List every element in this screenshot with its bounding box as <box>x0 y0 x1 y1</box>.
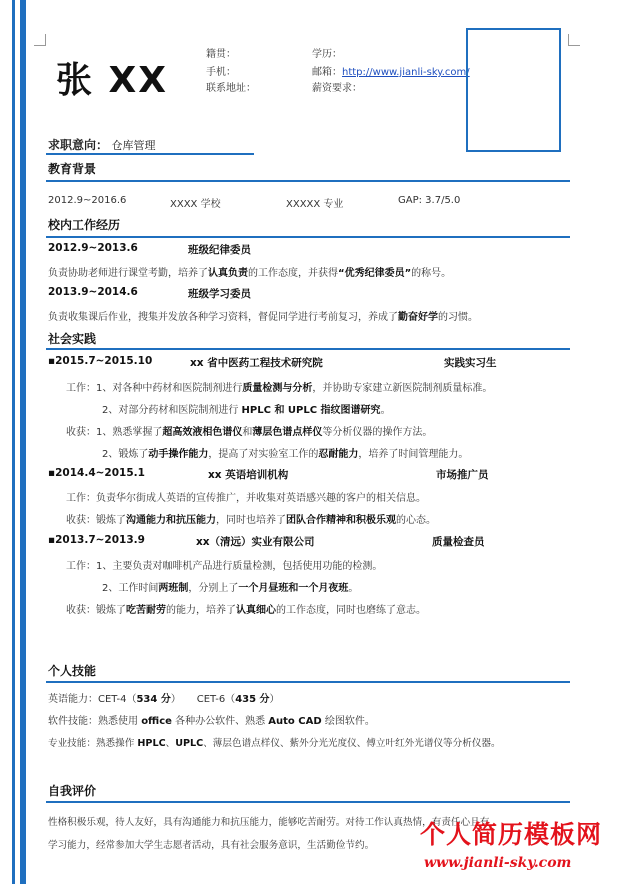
section-divider <box>46 681 570 683</box>
practice-period-3: ▪2013.7~2013.9 <box>48 534 145 546</box>
left-border-thin <box>12 0 15 884</box>
campus-role-1: 班级纪律委员 <box>188 244 251 256</box>
campus-desc-2: 负责收集课后作业，搜集并发放各种学习资料，督促同学进行考前复习，养成了勤奋好学的习惯。 <box>48 312 478 323</box>
salary-label: 薪资要求： <box>312 83 362 94</box>
email-field <box>312 63 470 78</box>
campus-period-1: 2012.9~2013.6 <box>48 242 138 254</box>
practice-period-2: ▪2014.4~2015.1 <box>48 467 145 479</box>
practice-role-1: 实践实习生 <box>444 357 497 369</box>
practice-work-2: 工作：负责华尔街成人英语的宣传推广，并收集对英语感兴趣的客户的相关信息。 <box>66 493 426 504</box>
education-school: XXXX 学校 <box>170 199 221 210</box>
watermark-url: www.jianli-sky.com <box>424 855 572 871</box>
left-border-thick <box>20 0 26 884</box>
page-corner-mark-left <box>34 34 46 46</box>
practice-role-2: 市场推广员 <box>436 469 489 481</box>
practice-work-3-line1: 工作：1、主要负责对咖啡机产品进行质量检测，包括使用功能的检测。 <box>66 561 383 572</box>
page-corner-mark-right <box>568 34 580 46</box>
address-label: 联系地址： <box>206 83 256 94</box>
section-divider <box>46 180 570 182</box>
objective-value: 仓库管理 <box>111 139 156 152</box>
skill-english: 英语能力：CET-4（534 分） CET-6（435 分） <box>48 694 280 705</box>
email-link[interactable]: http://www.jianli-sky.com/ <box>342 67 470 78</box>
objective-label: 求职意向： <box>48 138 109 152</box>
section-title-education: 教育背景 <box>48 162 97 176</box>
practice-period-1: ▪2015.7~2015.10 <box>48 355 153 367</box>
email-label: 邮箱： <box>312 67 342 78</box>
education-label: 学历： <box>312 49 342 60</box>
job-objective <box>48 136 156 153</box>
objective-underline <box>46 153 254 155</box>
practice-work-3-line2: 2、工作时间两班制，分别上了一个月昼班和一个月夜班。 <box>102 583 359 594</box>
practice-gain-3: 收获：锻炼了吃苦耐劳的能力，培养了认真细心的工作态度，同时也磨练了意志。 <box>66 605 426 616</box>
self-eval-line-1: 性格积极乐观，待人友好，具有沟通能力和抗压能力，能够吃苦耐劳。对待工作认真热情，有责任心且有 <box>48 817 490 828</box>
skill-professional: 专业技能：熟悉操作 HPLC、UPLC、薄层色谱点样仪、紫外分光光度仪、傅立叶红外光谱仪等分析仪器。 <box>48 738 501 749</box>
practice-org-2: xx 英语培训机构 <box>208 469 289 481</box>
skill-software: 软件技能：熟悉使用 office 各种办公软件、熟悉 Auto CAD 绘图软件。 <box>48 716 375 727</box>
section-divider <box>46 236 570 238</box>
photo-frame <box>466 28 561 152</box>
practice-org-3: xx（清远）实业有限公司 <box>196 536 315 548</box>
self-eval-line-2: 学习能力，经常参加大学生志愿者活动，具有社会服务意识，生活勤俭节约。 <box>48 840 375 851</box>
practice-org-1: xx 省中医药工程技术研究院 <box>190 357 323 369</box>
education-major: XXXXX 专业 <box>286 199 344 210</box>
watermark-title: 个人简历模板网 <box>420 820 603 849</box>
education-period: 2012.9~2016.6 <box>48 195 127 206</box>
phone-label: 手机： <box>206 67 236 78</box>
section-divider <box>46 348 570 350</box>
campus-desc-1: 负责协助老师进行课堂考勤，培养了认真负责的工作态度，并获得“优秀纪律委员”的称号。 <box>48 268 452 279</box>
section-title-campus: 校内工作经历 <box>48 218 121 232</box>
section-title-self-eval: 自我评价 <box>48 784 97 798</box>
education-gpa: GAP: 3.7/5.0 <box>398 195 461 206</box>
campus-period-2: 2013.9~2014.6 <box>48 286 138 298</box>
practice-work-1-line2: 2、对部分药材和医院制剂进行 HPLC 和 UPLC 指纹图谱研究。 <box>102 405 391 416</box>
practice-gain-1-line1: 收获：1、熟悉掌握了超高效液相色谱仪和薄层色谱点样仪等分析仪器的操作方法。 <box>66 427 433 438</box>
practice-gain-2: 收获：锻炼了沟通能力和抗压能力，同时也培养了团队合作精神和积极乐观的心态。 <box>66 515 436 526</box>
practice-work-1-line1: 工作：1、对各种中药材和医院制剂进行质量检测与分析，并协助专家建立新医院制剂质量标准。 <box>66 383 493 394</box>
practice-role-3: 质量检查员 <box>432 536 485 548</box>
native-label: 籍贯： <box>206 49 236 60</box>
section-title-practice: 社会实践 <box>48 332 97 346</box>
campus-role-2: 班级学习委员 <box>188 288 251 300</box>
practice-gain-1-line2: 2、锻炼了动手操作能力，提高了对实验室工作的忍耐能力，培养了时间管理能力。 <box>102 449 469 460</box>
section-divider <box>46 801 570 803</box>
candidate-name: 张 XX <box>56 60 169 101</box>
section-title-skills: 个人技能 <box>48 664 97 678</box>
